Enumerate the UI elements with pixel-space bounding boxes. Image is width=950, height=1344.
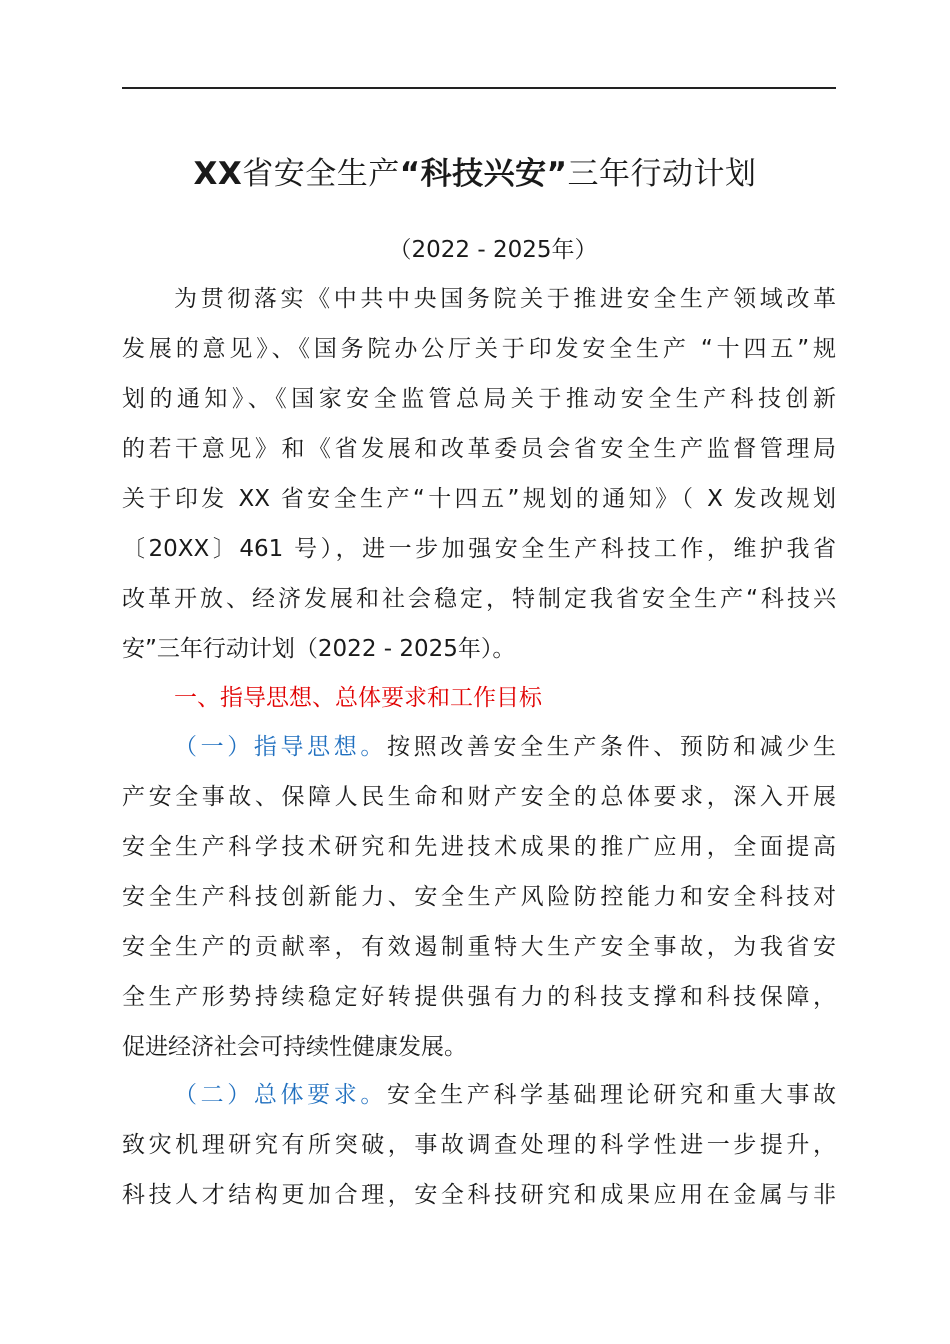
paragraph-line: 关于印发 XX 省安全生产“十四五”规划的通知》（ X 发改规划	[122, 486, 836, 512]
paragraph-line: 安”三年行动计划（2022 - 2025年）。	[122, 636, 516, 662]
paragraph-first-line	[122, 1070, 836, 1120]
paragraph-line: 〔20XX〕461 号），进一步加强安全生产科技工作，维护我省	[122, 536, 836, 562]
header-rule	[122, 87, 836, 89]
guiding-thought-paragraph	[122, 722, 836, 1072]
paragraph-line-text: 按照改善安全生产条件、预防和减少生	[387, 734, 836, 760]
paragraph-line-text: 安全生产科学基础理论研究和重大事故	[387, 1082, 836, 1108]
paragraph-line: 科技人才结构更加合理，安全科技研究和成果应用在金属与非	[122, 1182, 836, 1208]
overall-requirements-label: （二）总体要求。	[174, 1082, 387, 1108]
paragraph-line: 致灾机理研究有所突破，事故调查处理的科学性进一步提升，	[122, 1132, 836, 1158]
paragraph-line: 促进经济社会可持续性健康发展。	[122, 1034, 467, 1060]
document-subtitle: （2022 - 2025年）	[388, 237, 598, 263]
paragraph-line: 产安全事故、保障人民生命和财产安全的总体要求，深入开展	[122, 784, 836, 810]
paragraph-line: 安全生产的贡献率，有效遏制重特大生产安全事故，为我省安	[122, 934, 836, 960]
intro-paragraph	[122, 274, 836, 674]
document-title	[0, 150, 950, 198]
paragraph-line: 全生产形势持续稳定好转提供强有力的科技支撑和科技保障，	[122, 984, 836, 1010]
overall-requirements-paragraph	[122, 1070, 836, 1220]
paragraph-line: 发展的意见》、《国务院办公厅关于印发安全生产 “十四五”规	[122, 336, 836, 362]
paragraph-first-line	[122, 722, 836, 772]
paragraph-line: 安全生产科技创新能力、安全生产风险防控能力和安全科技对	[122, 884, 836, 910]
title-main: 省安全生产	[242, 156, 400, 192]
paragraph-line: 为贯彻落实《中共中央国务院关于推进安全生产领域改革	[174, 286, 836, 312]
title-quoted: “科技兴安”	[399, 156, 568, 192]
title-tail: 三年行动计划	[567, 156, 757, 192]
paragraph-line: 划的通知》、《国家安全监管总局关于推动安全生产科技创新	[122, 386, 836, 412]
guiding-thought-label: （一）指导思想。	[174, 734, 387, 760]
paragraph-line: 安全生产科学技术研究和先进技术成果的推广应用，全面提高	[122, 834, 836, 860]
title-lead: XX	[193, 156, 243, 192]
paragraph-line: 改革开放、经济发展和社会稳定，特制定我省安全生产“科技兴	[122, 586, 836, 612]
paragraph-line: 的若干意见》和《省发展和改革委员会省安全生产监督管理局	[122, 436, 836, 462]
section-heading-one: 一、指导思想、总体要求和工作目标	[174, 685, 542, 711]
